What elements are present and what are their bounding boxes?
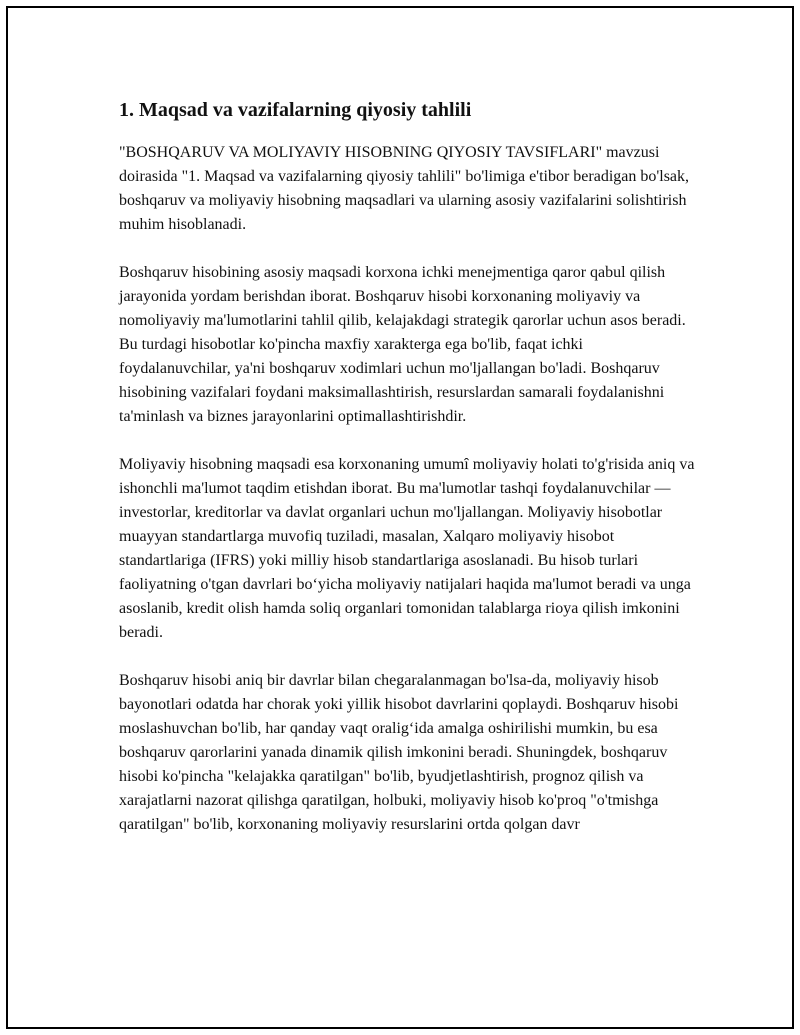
page-frame — [6, 6, 794, 1029]
paragraph-management-accounting: Boshqaruv hisobining asosiy maqsadi korxona ichki menejmentiga qaror qabul qilish jarayonida yordam berishdan iborat. Boshqaruv hisobi korxonaning moliyaviy va nomoliyaviy ma'lumotlarini tahlil qilib, kelajakdagi strategik qarorlar uchun asos beradi. Bu turdagi hisobotlar ko'pincha maxfiy xarakterga ega bo'lib, faqat ichki foydalanuvchilar, ya'ni boshqaruv xodimlari uchun mo'ljallangan bo'ladi. Boshqaruv hisobining vazifalari foydani maksimallashtirish, resurslardan samarali foydalanishni ta'minlash va biznes jarayonlarini optimallashtirishdir. — [119, 264, 686, 425]
paragraph-financial-accounting: Moliyaviy hisobning maqsadi esa korxonaning umumî moliyaviy holati to'g'risida aniq va ishonchli ma'lumot taqdim etishdan iborat. Bu ma'lumotlar tashqi foydalanuvchilar — investorlar, kreditorlar va davlat organlari uchun mo'ljallangan. Moliyaviy hisobotlar muayyan standartlarga muvofiq tuziladi, masalan, Xalqaro moliyaviy hisobot standartlariga (IFRS) yoki milliy hisob standartlariga asoslanadi. Bu hisob turlari faoliyatning o'tgan davrlari bo‘yicha moliyaviy natijalari haqida ma'lumot beradi va unga asoslanib, kredit olish hamda soliq organlari tomonidan talablarga rioya qilish imkonini beradi. — [119, 456, 695, 641]
section-heading: 1. Maqsad va vazifalarning qiyosiy tahlili — [119, 99, 472, 121]
paragraph-intro: "BOSHQARUV VA MOLIYAVIY HISOBNING QIYOSIY TAVSIFLARI" mavzusi doirasida "1. Maqsad va vazifalarning qiyosiy tahlili" bo'limiga e'tibor beradigan bo'lsak, boshqaruv va moliyaviy hisobning maqsadlari va ularning asosiy vazifalarini solishtirish muhim hisoblanadi. — [119, 144, 690, 233]
document-body — [119, 96, 695, 861]
paragraph-comparison: Boshqaruv hisobi aniq bir davrlar bilan chegaralanmagan bo'lsa-da, moliyaviy hisob bayonotlari odatda har chorak yoki yillik hisobot davrlarini qoplaydi. Boshqaruv hisobi moslashuvchan bo'lib, har qanday vaqt oralig‘ida amalga oshirilishi mumkin, bu esa boshqaruv qarorlarini yanada dinamik qilish imkonini beradi. Shuningdek, boshqaruv hisobi ko'pincha "kelajakka qaratilgan" bo'lib, byudjetlashtirish, prognoz qilish va xarajatlarni nazorat qilishga qaratilgan, holbuki, moliyaviy hisob ko'proq "o'tmishga qaratilgan" bo'lib, korxonaning moliyaviy resurslarini ortda qolgan davr — [119, 672, 679, 833]
